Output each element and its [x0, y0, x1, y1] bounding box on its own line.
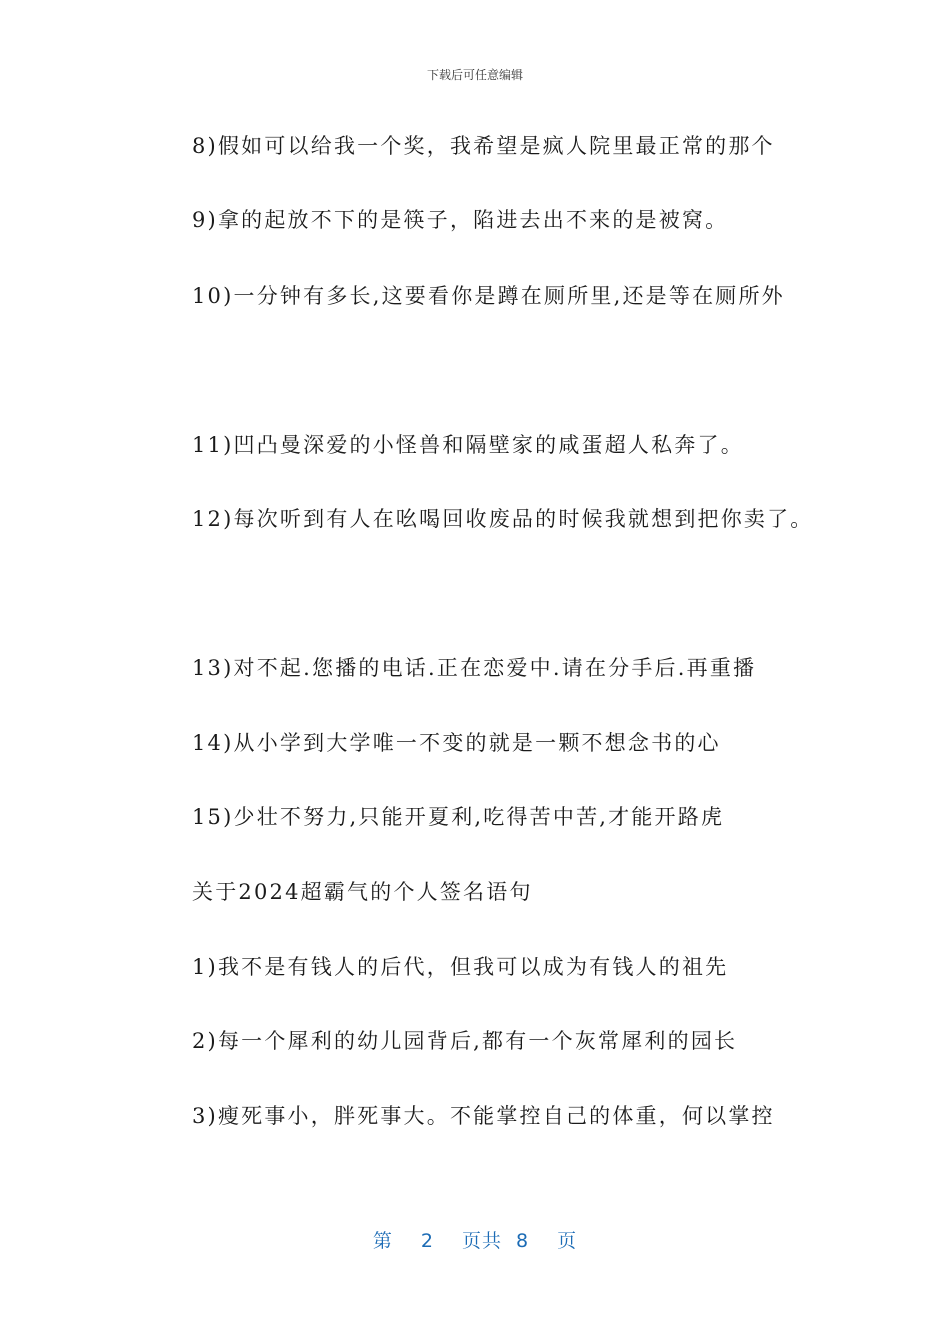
text-line: 1)我不是有钱人的后代，但我可以成为有钱人的祖先 [192, 955, 729, 979]
text-line: 3)瘦死事小，胖死事大。不能掌控自己的体重，何以掌控 [192, 1104, 775, 1128]
text-line: 11)凹凸曼深爱的小怪兽和隔壁家的咸蛋超人私奔了。 [192, 433, 744, 457]
text-line: 13)对不起.您播的电话.正在恋爱中.请在分手后.再重播 [192, 656, 757, 680]
page-footer [0, 1226, 950, 1253]
page-header: 下载后可任意编辑 [426, 68, 523, 82]
footer-total-pages: 8 [516, 1230, 530, 1252]
text-line: 10)一分钟有多长,这要看你是蹲在厕所里,还是等在厕所外 [192, 284, 785, 308]
footer-current-page: 2 [420, 1230, 434, 1252]
footer-middle: 页共 [461, 1230, 502, 1252]
footer-suffix: 页 [557, 1230, 578, 1252]
footer-prefix: 第 [372, 1230, 393, 1252]
text-line: 8)假如可以给我一个奖，我希望是疯人院里最正常的那个 [192, 134, 775, 158]
text-line: 2)每一个犀利的幼儿园背后,都有一个灰常犀利的园长 [192, 1029, 738, 1053]
section-heading: 关于2024超霸气的个人签名语句 [192, 880, 533, 904]
text-line: 14)从小学到大学唯一不变的就是一颗不想念书的心 [192, 731, 721, 755]
text-line: 15)少壮不努力,只能开夏利,吃得苦中苦,才能开路虎 [192, 805, 725, 829]
text-line: 9)拿的起放不下的是筷子，陷进去出不来的是被窝。 [192, 208, 729, 232]
text-line: 12)每次听到有人在吆喝回收废品的时候我就想到把你卖了。 [192, 507, 814, 531]
